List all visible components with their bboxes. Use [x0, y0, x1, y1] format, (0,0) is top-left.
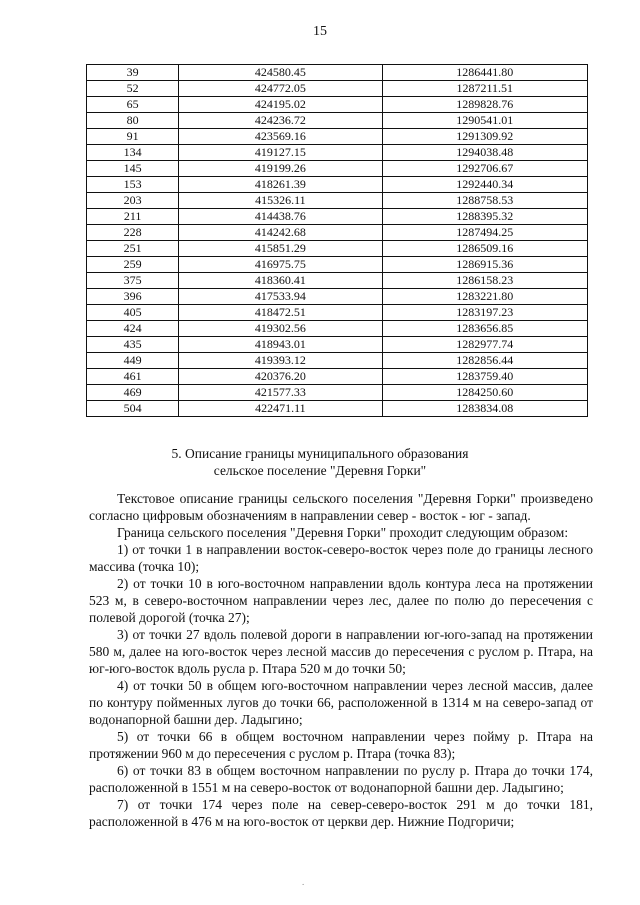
x-coordinate-cell: 419127.15 — [179, 145, 382, 161]
boundary-description — [89, 490, 593, 830]
section-title-line-1: 5. Описание границы муниципального образования — [171, 446, 469, 461]
table-row — [87, 97, 588, 113]
point-number-cell: 461 — [87, 369, 179, 385]
x-coordinate-cell: 418360.41 — [179, 273, 382, 289]
table-row — [87, 209, 588, 225]
table-row — [87, 129, 588, 145]
paragraph: 4) от точки 50 в общем юго-восточном направлении через лесной массив, далее по контуру пойменных лугов до точки 66, расположенной в 1314 м на северо-запад от водонапорной башни дер. Ладыгино; — [89, 678, 593, 727]
x-coordinate-cell: 424236.72 — [179, 113, 382, 129]
y-coordinate-cell: 1287211.51 — [382, 81, 587, 97]
table-row — [87, 401, 588, 417]
x-coordinate-cell: 423569.16 — [179, 129, 382, 145]
point-number-cell: 504 — [87, 401, 179, 417]
y-coordinate-cell: 1286509.16 — [382, 241, 587, 257]
x-coordinate-cell: 418261.39 — [179, 177, 382, 193]
point-number-cell: 259 — [87, 257, 179, 273]
table-row — [87, 321, 588, 337]
x-coordinate-cell: 424772.05 — [179, 81, 382, 97]
point-number-cell: 65 — [87, 97, 179, 113]
x-coordinate-cell: 418472.51 — [179, 305, 382, 321]
y-coordinate-cell: 1286441.80 — [382, 65, 587, 81]
y-coordinate-cell: 1282977.74 — [382, 337, 587, 353]
y-coordinate-cell: 1287494.25 — [382, 225, 587, 241]
point-number-cell: 52 — [87, 81, 179, 97]
point-number-cell: 469 — [87, 385, 179, 401]
page-number: 15 — [313, 24, 327, 39]
point-number-cell: 39 — [87, 65, 179, 81]
table-row — [87, 257, 588, 273]
x-coordinate-cell: 414438.76 — [179, 209, 382, 225]
table-row — [87, 81, 588, 97]
point-number-cell: 211 — [87, 209, 179, 225]
x-coordinate-cell: 424580.45 — [179, 65, 382, 81]
x-coordinate-cell: 421577.33 — [179, 385, 382, 401]
table-row — [87, 193, 588, 209]
point-number-cell: 251 — [87, 241, 179, 257]
table-row — [87, 337, 588, 353]
y-coordinate-cell: 1291309.92 — [382, 129, 587, 145]
paragraph: 6) от точки 83 в общем восточном направлении по руслу р. Птара до точки 174, расположенной в 1551 м на северо-восток от водонапорной башни дер. Ладыгино; — [89, 763, 593, 795]
table-row — [87, 369, 588, 385]
point-number-cell: 145 — [87, 161, 179, 177]
table-row — [87, 225, 588, 241]
scan-mark: . — [302, 877, 305, 887]
paragraph: 7) от точки 174 через поле на север-северо-восток 291 м до точки 181, расположенной в 476 м на юго-восток от церкви дер. Нижние Подгоричи; — [89, 797, 593, 829]
y-coordinate-cell: 1283834.08 — [382, 401, 587, 417]
point-number-cell: 375 — [87, 273, 179, 289]
y-coordinate-cell: 1292706.67 — [382, 161, 587, 177]
coordinates-table — [86, 64, 588, 417]
table-row — [87, 353, 588, 369]
y-coordinate-cell: 1288758.53 — [382, 193, 587, 209]
y-coordinate-cell: 1283197.23 — [382, 305, 587, 321]
x-coordinate-cell: 419302.56 — [179, 321, 382, 337]
table-row — [87, 161, 588, 177]
point-number-cell: 153 — [87, 177, 179, 193]
point-number-cell: 91 — [87, 129, 179, 145]
x-coordinate-cell: 419393.12 — [179, 353, 382, 369]
point-number-cell: 435 — [87, 337, 179, 353]
table-row — [87, 65, 588, 81]
table-row — [87, 385, 588, 401]
table-row — [87, 145, 588, 161]
x-coordinate-cell: 424195.02 — [179, 97, 382, 113]
table-row — [87, 177, 588, 193]
point-number-cell: 405 — [87, 305, 179, 321]
paragraph: Граница сельского поселения "Деревня Горки" проходит следующим образом: — [117, 525, 569, 540]
y-coordinate-cell: 1283656.85 — [382, 321, 587, 337]
x-coordinate-cell: 422471.11 — [179, 401, 382, 417]
point-number-cell: 449 — [87, 353, 179, 369]
y-coordinate-cell: 1290541.01 — [382, 113, 587, 129]
point-number-cell: 396 — [87, 289, 179, 305]
x-coordinate-cell: 419199.26 — [179, 161, 382, 177]
point-number-cell: 203 — [87, 193, 179, 209]
paragraph: 3) от точки 27 вдоль полевой дороги в направлении юг-юго-запад на протяжении 580 м, далее на юго-восток через лесной массив до пересечения с руслом р. Птара, на юг-юго-восток вдоль русла р. Птара 520 м до точки 50; — [89, 627, 593, 676]
y-coordinate-cell: 1282856.44 — [382, 353, 587, 369]
y-coordinate-cell: 1283221.80 — [382, 289, 587, 305]
y-coordinate-cell: 1286915.36 — [382, 257, 587, 273]
table-row — [87, 241, 588, 257]
coordinates-table-body — [87, 65, 588, 417]
table-row — [87, 305, 588, 321]
point-number-cell: 80 — [87, 113, 179, 129]
section-title-line-2: сельское поселение "Деревня Горки" — [213, 463, 427, 478]
point-number-cell: 228 — [87, 225, 179, 241]
section-title — [0, 445, 640, 479]
y-coordinate-cell: 1286158.23 — [382, 273, 587, 289]
table-row — [87, 113, 588, 129]
x-coordinate-cell: 418943.01 — [179, 337, 382, 353]
y-coordinate-cell: 1289828.76 — [382, 97, 587, 113]
x-coordinate-cell: 416975.75 — [179, 257, 382, 273]
table-row — [87, 273, 588, 289]
x-coordinate-cell: 415326.11 — [179, 193, 382, 209]
y-coordinate-cell: 1292440.34 — [382, 177, 587, 193]
x-coordinate-cell: 420376.20 — [179, 369, 382, 385]
y-coordinate-cell: 1288395.32 — [382, 209, 587, 225]
paragraph: 1) от точки 1 в направлении восток-северо-восток через поле до границы лесного массива (точка 10); — [89, 542, 593, 574]
point-number-cell: 424 — [87, 321, 179, 337]
y-coordinate-cell: 1284250.60 — [382, 385, 587, 401]
x-coordinate-cell: 417533.94 — [179, 289, 382, 305]
x-coordinate-cell: 414242.68 — [179, 225, 382, 241]
x-coordinate-cell: 415851.29 — [179, 241, 382, 257]
paragraph: 2) от точки 10 в юго-восточном направлении вдоль контура леса на протяжении 523 м, в северо-восточном направлении через лес, далее по полю до пересечения с полевой дорогой (точка 27); — [89, 576, 593, 625]
y-coordinate-cell: 1294038.48 — [382, 145, 587, 161]
paragraph: 5) от точки 66 в общем восточном направлении через пойму р. Птара на протяжении 960 м до пересечения с руслом р. Птара (точка 83); — [89, 729, 593, 761]
point-number-cell: 134 — [87, 145, 179, 161]
y-coordinate-cell: 1283759.40 — [382, 369, 587, 385]
paragraph: Текстовое описание границы сельского поселения "Деревня Горки" произведено согласно цифровым обозначениям в направлении север - восток - юг - запад. — [89, 491, 593, 523]
table-row — [87, 289, 588, 305]
